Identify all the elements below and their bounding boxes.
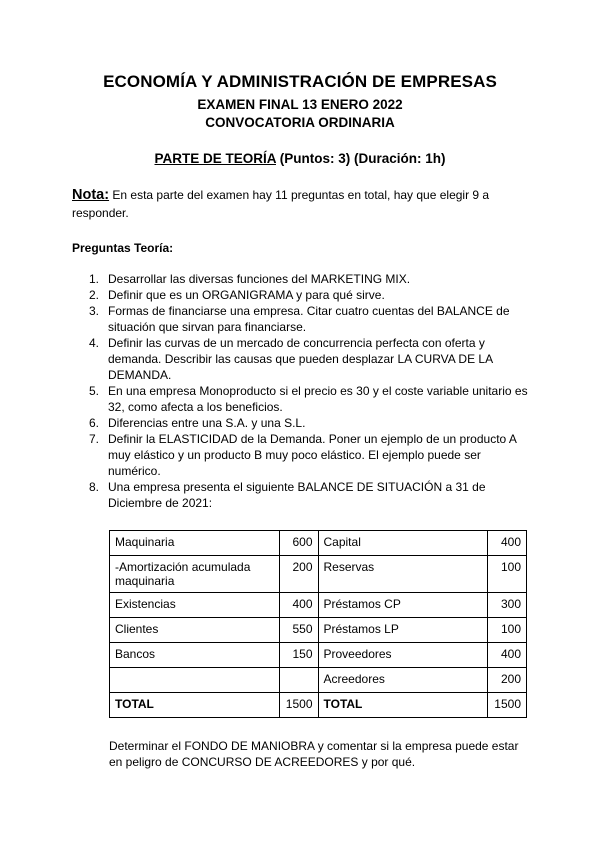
question-number: 7.: [89, 432, 100, 446]
asset-value: 600: [279, 531, 318, 556]
table-row: [110, 618, 527, 643]
question-text: Definir las curvas de un mercado de concurrencia perfecta con oferta y demanda. Describir las causas que pueden desplazar LA CURVA DE LA DEMANDA.: [108, 336, 493, 382]
note-label: Nota:: [72, 187, 110, 203]
liability-label: Préstamos CP: [318, 593, 488, 618]
liability-label: Capital: [318, 531, 488, 556]
table-row: [110, 643, 527, 668]
liability-value: 100: [488, 556, 527, 593]
question-number: 2.: [89, 288, 100, 302]
table-row: [110, 593, 527, 618]
closing-question-text: Determinar el FONDO DE MANIOBRA y comentar si la empresa puede estar en peligro de CONCURSO DE ACREEDORES y por qué.: [109, 739, 519, 769]
total-row: [110, 693, 527, 718]
question-text: Formas de financiarse una empresa. Citar cuatro cuentas del BALANCE de situación que sirvan para financiarse.: [108, 304, 510, 334]
list-item: [89, 335, 529, 383]
question-text: Definir que es un ORGANIGRAMA y para qué sirve.: [108, 288, 385, 302]
list-item: [89, 303, 529, 335]
asset-total-label: TOTAL: [110, 693, 280, 718]
liability-value: 100: [488, 618, 527, 643]
asset-label: [110, 668, 280, 693]
asset-value: 550: [279, 618, 318, 643]
liability-total-label: TOTAL: [318, 693, 488, 718]
table-row: [110, 556, 527, 593]
liability-label: Reservas: [318, 556, 488, 593]
question-text: En una empresa Monoproducto si el precio es 30 y el coste variable unitario es 32, como afecta a los beneficios.: [108, 384, 528, 414]
question-text: Una empresa presenta el siguiente BALANCE DE SITUACIÓN a 31 de Diciembre de 2021:: [108, 480, 486, 510]
question-text: Desarrollar las diversas funciones del MARKETING MIX.: [108, 272, 411, 286]
question-number: 5.: [89, 384, 100, 398]
asset-label: Bancos: [110, 643, 280, 668]
liability-total-value: 1500: [488, 693, 527, 718]
liability-label: Proveedores: [318, 643, 488, 668]
question-number: 4.: [89, 336, 100, 350]
exam-title: EXAMEN FINAL 13 ENERO 2022: [197, 97, 403, 112]
section-heading: [0, 151, 600, 166]
table-row: [110, 668, 527, 693]
session-title: CONVOCATORIA ORDINARIA: [205, 115, 395, 130]
question-number: 8.: [89, 480, 100, 494]
question-number: 6.: [89, 416, 100, 430]
asset-value: [279, 668, 318, 693]
list-item: [89, 383, 529, 415]
course-title: ECONOMÍA Y ADMINISTRACIÓN DE EMPRESAS: [103, 72, 497, 91]
section-title-details: (Puntos: 3) (Duración: 1h): [276, 151, 446, 166]
asset-value: 200: [279, 556, 318, 593]
asset-label: Maquinaria: [110, 531, 280, 556]
list-item: [89, 271, 529, 287]
asset-value: 150: [279, 643, 318, 668]
list-item: [89, 415, 529, 431]
asset-label: Clientes: [110, 618, 280, 643]
asset-total-value: 1500: [279, 693, 318, 718]
liability-label: Préstamos LP: [318, 618, 488, 643]
question-number: 3.: [89, 304, 100, 318]
liability-value: 400: [488, 643, 527, 668]
balance-sheet-table: [109, 530, 527, 718]
list-item: [89, 287, 529, 303]
liability-label: Acreedores: [318, 668, 488, 693]
questions-list: [89, 271, 529, 511]
table-row: [110, 531, 527, 556]
questions-heading: Preguntas Teoría:: [72, 241, 174, 255]
asset-label: Existencias: [110, 593, 280, 618]
question-number: 1.: [89, 272, 100, 286]
liability-value: 200: [488, 668, 527, 693]
exam-note: [72, 186, 522, 222]
liability-value: 300: [488, 593, 527, 618]
question-text: Definir la ELASTICIDAD de la Demanda. Poner un ejemplo de un producto A muy elástico y un producto B muy poco elástico. El ejemplo puede ser numérico.: [108, 432, 517, 478]
question-text: Diferencias entre una S.A. y una S.L.: [108, 416, 306, 430]
liability-value: 400: [488, 531, 527, 556]
section-title-main: PARTE DE TEORÍA: [154, 151, 276, 166]
list-item: [89, 479, 529, 511]
list-item: [89, 431, 529, 479]
note-text: En esta parte del examen hay 11 preguntas en total, hay que elegir 9 a responder.: [72, 188, 490, 220]
asset-value: 400: [279, 593, 318, 618]
asset-label: -Amortización acumulada maquinaria: [110, 556, 280, 593]
